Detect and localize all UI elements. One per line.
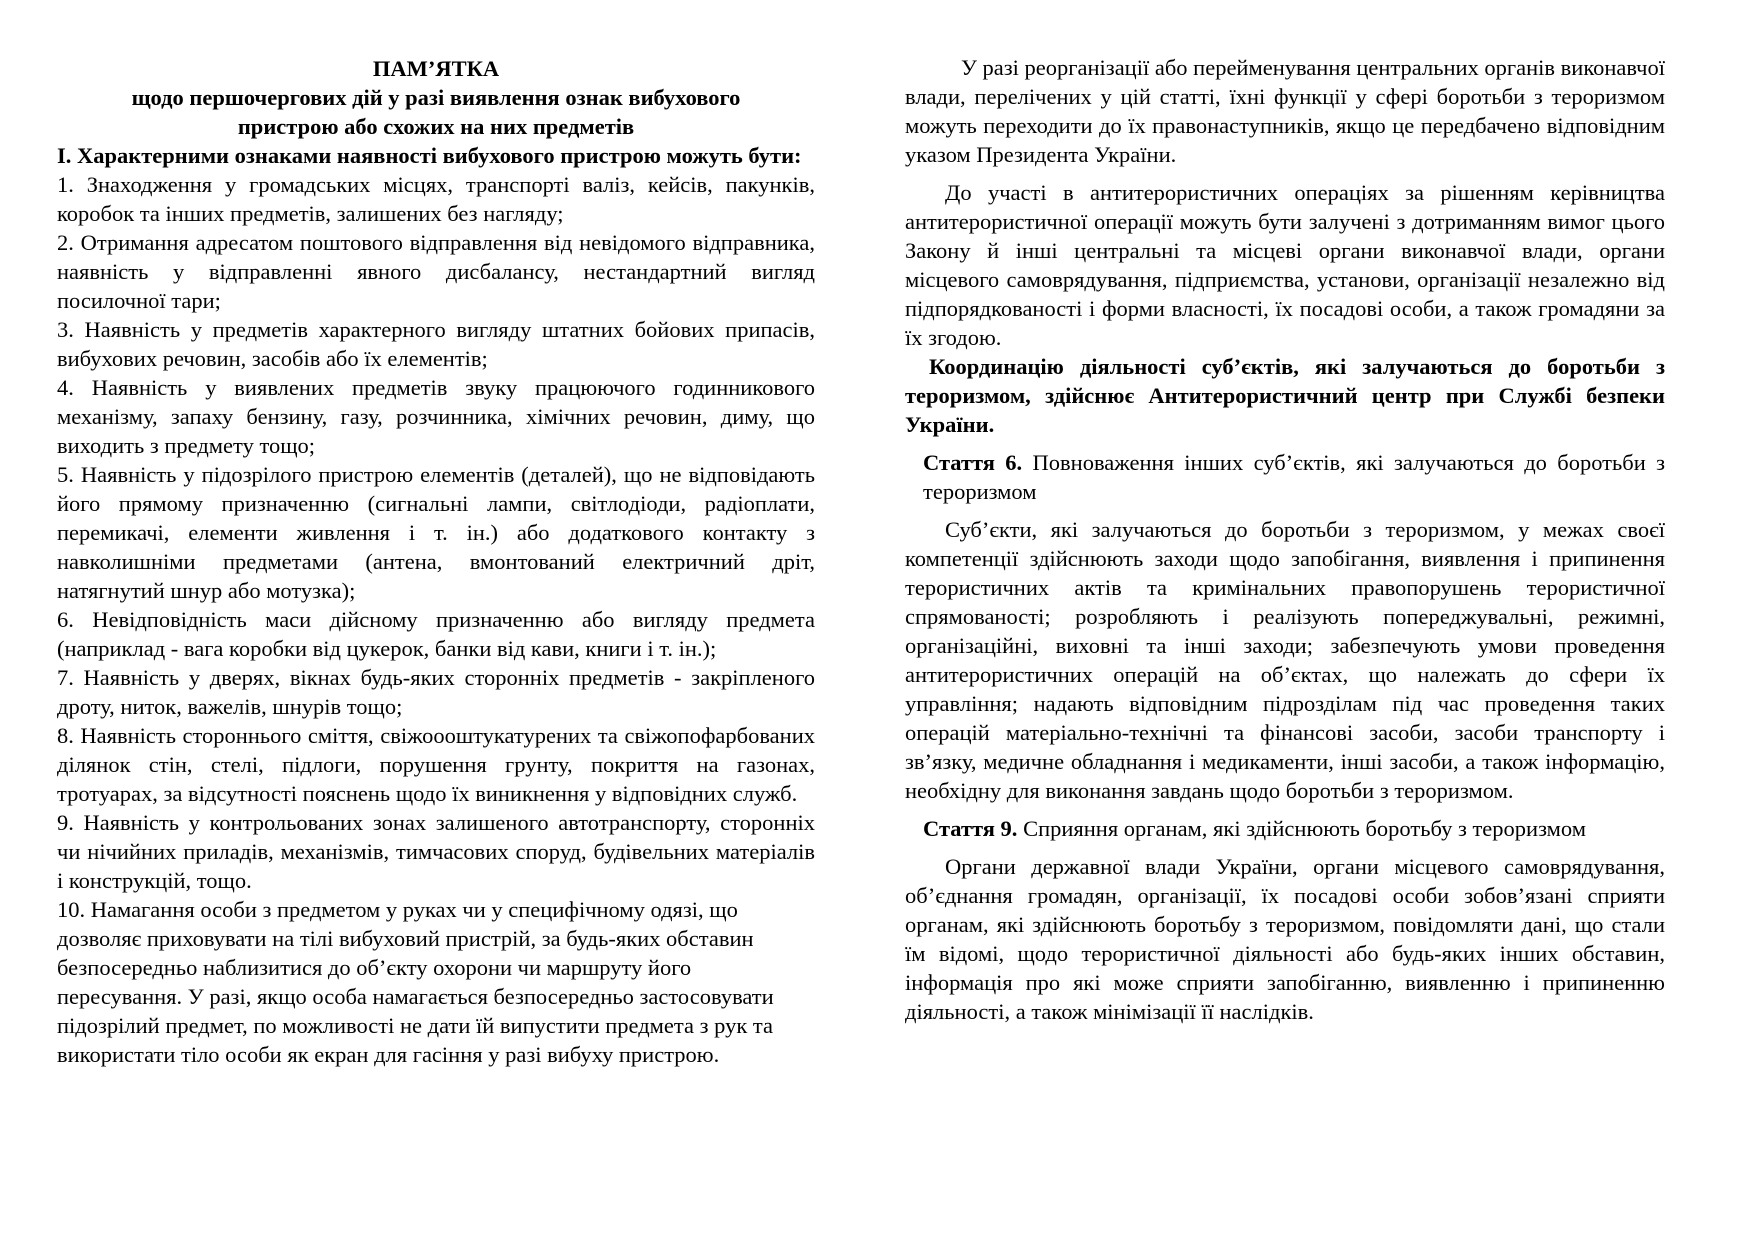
article-9-label: Стаття 9. bbox=[923, 816, 1018, 841]
article-9-title: Сприяння органам, які здійснюють боротьбу з тероризмом bbox=[1023, 816, 1586, 841]
list-item-8: 8. Наявність стороннього сміття, свіжоооштукатурених та свіжопофарбованих ділянок стін, стелі, підлоги, порушення грунту, покриття на газонах, тротуарах, за відсутності пояснень щодо їх виникнення у відповідних служб. bbox=[57, 723, 815, 806]
list-item-5: 5. Наявність у підозрілого пристрою елементів (деталей), що не відповідають його прямому призначенню (сигнальні лампи, світлодіоди, радіоплати, перемикачі, елементи живлення і т. ін.) або додаткового контакту з навколишніми предметами (антена, вмонтований електричний дріт, натягнутий шнур або мотузка); bbox=[57, 462, 815, 603]
article-6-heading bbox=[923, 448, 1665, 506]
list-item-2: 2. Отримання адресатом поштового відправлення від невідомого відправника, наявність у відправленні явного дисбалансу, нестандартний вигляд посилочної тари; bbox=[57, 230, 815, 313]
list-item-3: 3. Наявність у предметів характерного вигляду штатних бойових припасів, вибухових речовин, засобів або їх елементів; bbox=[57, 317, 815, 371]
paragraph-reorganization: У разі реорганізації або перейменування центральних органів виконавчої влади, перелічених у цій статті, їхні функції у сфері боротьби з тероризмом можуть переходити до їх правонаступників, якщо це передбачено відповідним указом Президента України. bbox=[905, 55, 1665, 167]
list-item-4: 4. Наявність у виявлених предметів звуку працюючого годинникового механізму, запаху бензину, газу, розчинника, хімічних речовин, диму, що виходить з предмету тощо; bbox=[57, 375, 815, 458]
article-6-label: Стаття 6. bbox=[923, 450, 1023, 475]
paragraph-coordination: Координацію діяльності суб’єктів, які залучаються до боротьби з тероризмом, здійснює Антитерористичний центр при Службі безпеки України. bbox=[905, 354, 1665, 437]
article-6-title: Повноваження інших суб’єктів, які залучаються до боротьби з тероризмом bbox=[923, 450, 1665, 504]
left-column bbox=[57, 54, 815, 1069]
article-9-heading bbox=[923, 814, 1665, 843]
list-item-10: 10. Намагання особи з предметом у руках чи у специфічному одязі, що дозволяє приховувати на тілі вибуховий пристрій, за будь-яких обставин безпосередньо наблизитися до об’єкту охорони чи маршруту його пересування. У разі, якщо особа намагається безпосередньо застосовувати підозрілий предмет, по можливості не дати їй випустити предмета з рук та використати тіло особи як екран для гасіння у разі вибуху пристрою. bbox=[57, 897, 774, 1067]
right-column bbox=[905, 53, 1665, 1026]
memo-title: ПАМ’ЯТКА bbox=[372, 56, 500, 81]
list-item-7: 7. Наявність у дверях, вікнах будь-яких сторонніх предметів - закріпленого дроту, ниток, важелів, шнурів тощо; bbox=[57, 665, 815, 719]
article-9-body: Органи державної влади України, органи місцевого самоврядування, об’єднання громадян, організації, їх посадові особи зобов’язані сприяти органам, які здійснюють боротьбу з тероризмом, повідомляти дані, що стали їм відомі, щодо терористичної діяльності або будь-яких інших обставин, інформація про які може сприяти запобіганню, виявленню і припиненню діяльності, а також мінімізації її наслідків. bbox=[905, 854, 1665, 1024]
memo-subtitle-line-2: пристрою або схожих на них предметів bbox=[237, 114, 635, 139]
list-item-6: 6. Невідповідність маси дійсному призначенню або вигляду предмета (наприклад - вага коробки від цукерок, банки від кави, книги і т. ін.); bbox=[57, 607, 815, 661]
section-heading: І. Характерними ознаками наявності вибухового пристрою можуть бути: bbox=[57, 143, 802, 168]
memo-subtitle-line-1: щодо першочергових дій у разі виявлення ознак вибухового bbox=[131, 85, 741, 110]
list-item-9: 9. Наявність у контрольованих зонах залишеного автотранспорту, сторонніх чи нічийних приладів, механізмів, тимчасових споруд, будівельних матеріалів і конструкцій, тощо. bbox=[57, 810, 815, 893]
list-item-1: 1. Знаходження у громадських місцях, транспорті валіз, кейсів, пакунків, коробок та інших предметів, залишених без нагляду; bbox=[57, 172, 815, 226]
paragraph-participation: До участі в антитерористичних операціях за рішенням керівництва антитерористичної операції можуть бути залучені з дотриманням вимог цього Закону й інші центральні та місцеві органи виконавчої влади, органи місцевого самоврядування, підприємства, установи, організації незалежно від підпорядкованості і форми власності, їх посадові особи, а також громадяни за їх згодою. bbox=[905, 180, 1665, 350]
article-6-body: Суб’єкти, які залучаються до боротьби з тероризмом, у межах своєї компетенції здійснюють заходи щодо запобігання, виявлення і припинення терористичних актів та кримінальних правопорушень терористичної спрямованості; розробляють і реалізують попереджувальні, режимні, організаційні, виховні та інші заходи; забезпечують умови проведення антитерористичних операцій на об’єктах, що належать до сфери їх управління; надають відповідним підрозділам під час проведення таких операцій матеріально-технічні та фінансові засоби, засоби транспорту і зв’язку, медичне обладнання і медикаменти, інші засоби, а також інформацію, необхідну для виконання завдань щодо боротьби з тероризмом. bbox=[905, 517, 1665, 803]
